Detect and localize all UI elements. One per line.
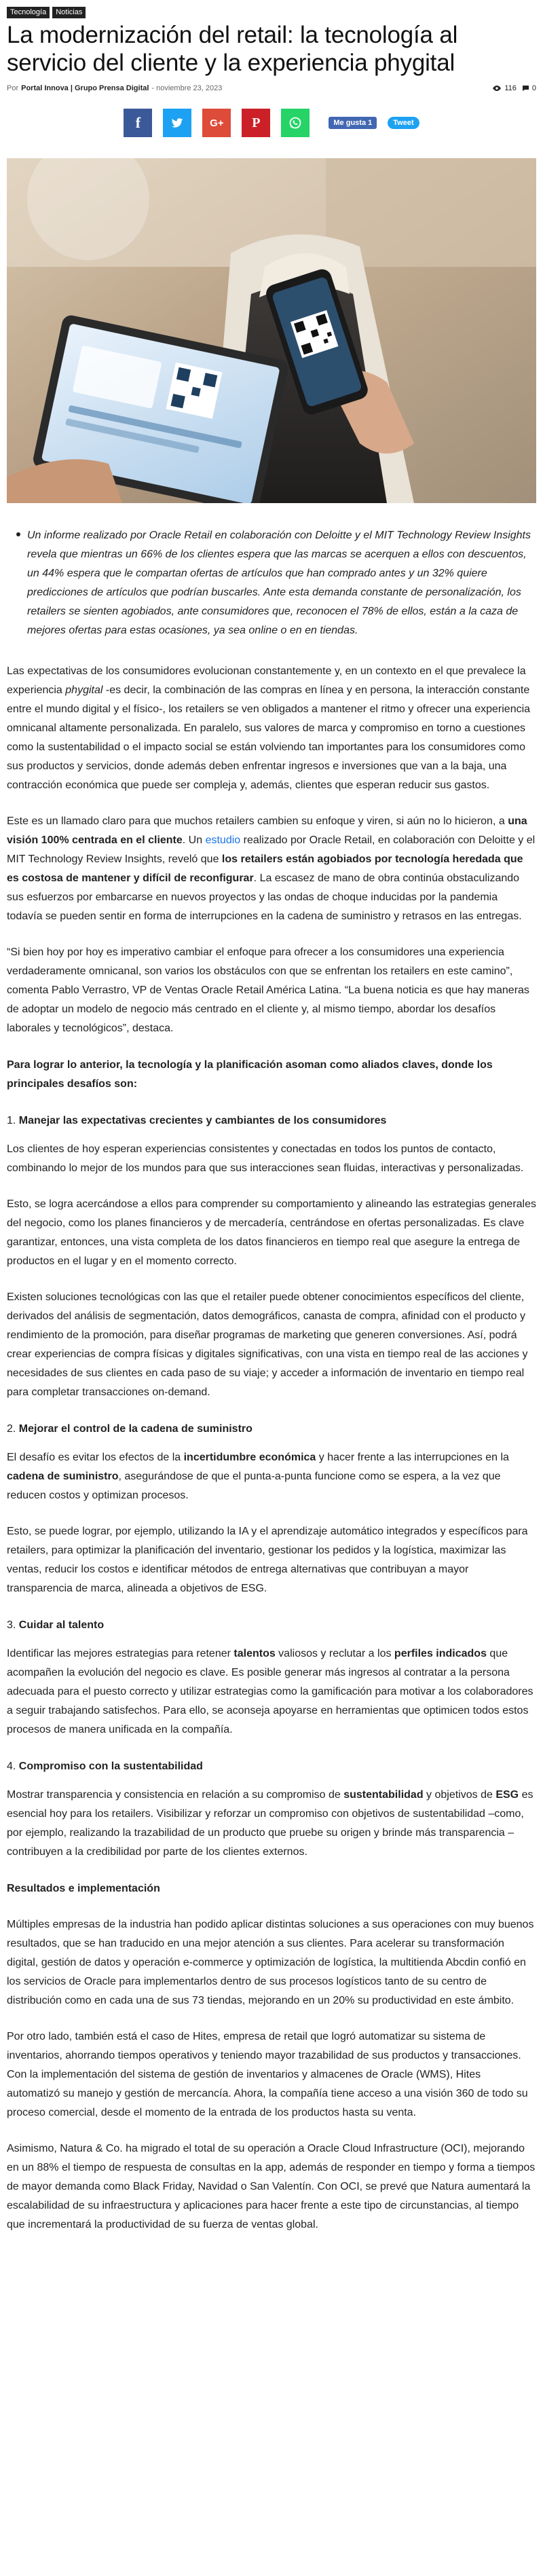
paragraph-customer-vision: Este es un llamado claro para que muchos retailers cambien su enfoque y viren, si aún no lo hicieron, a una visión 100% centrada en el cliente. Un estudio realizado por Oracle Retail, en colaboración con Deloitte y el MIT Technology Review Insights, reveló que los retailers están agobiados por tecnología heredada que es costosa de mantener y difícil de reconfigurar. La escasez de mano de obra continúa obstaculizando sus esfuerzos por embarcarse en nuevos proyectos y las ondas de choque inducidas por la pandemia todavía se pueden sentir en forma de interrupciones en la cadena de suministro y retrasos en las entregas. [7,815,536,922]
views-count: 116 [504,84,517,92]
facebook-like-button[interactable]: Me gusta 1 [329,117,377,129]
comments-count: 0 [531,84,536,92]
tweet-button[interactable]: Tweet [388,117,419,129]
share-bar [7,108,536,138]
publish-date: - noviembre 23, 2023 [151,84,223,92]
author-link[interactable]: Portal Innova | Grupo Prensa Digital [21,84,149,92]
twitter-icon [171,118,183,128]
paragraph-quote: “Si bien hoy por hoy es imperativo cambiar el enfoque para ofrecer a los consumidores una experiencia verdaderamente omnicanal, son varios los obstáculos con que se enfrentan los retailers en este camino”, comenta Pablo Verrastro, VP de Ventas Oracle Retail América Latina. “La buena noticia es que hay maneras de adoptar un modelo de negocio más centrado en el cliente y, al mismo tiempo, abordar los desafíos laborales y tecnológicos”, destaca. [7,946,529,1034]
paragraph-intro: Las expectativas de los consumidores evolucionan constantemente y, en un contexto en el que prevalece la experiencia phygital -es decir, la combinación de las compras en línea y en persona, la interacción constante entre el mundo digital y el físico-, los retailers se ven obligados a mantener el ritmo y ofrecer una experiencia omnicanal altamente personalizada. En paralelo, sus valores de marca y compromiso en torno a cuestiones como la sustentabilidad o el impacto social se están volviendo tan importantes para los consumidores como sus productos y servicios, donde además deben enfrentar ingresos e inversiones que van a la baja, una contracción económica que puede ser compleja y, además, clientes que esperan reducir sus gastos. [7,665,531,791]
googleplus-share-button[interactable] [202,109,231,137]
eye-icon [492,85,502,92]
section-heading-1: 1. Manejar las expectativas crecientes y cambiantes de los consumidores [7,1115,387,1126]
lead-summary [7,526,536,640]
heading-results: Resultados e implementación [7,1883,160,1894]
tag-noticias[interactable]: Noticias [52,7,86,18]
category-tags [7,7,536,18]
comment-icon [522,85,529,92]
section-1-paragraph-2: Esto, se logra acercándose a ellos para comprender su comportamiento y alineando las estrategias generales del negocio, como los planes financieros y de mercadería, centrándose en ofertas personalizadas. Es clave garantizar, entonces, una vista completa de los datos financieros en tiempo real que asegure la entrega de productos en el lugar y en el momento correcto. [7,1198,536,1267]
bullet-dot [16,532,20,536]
results-paragraph-2: Por otro lado, también está el caso de Hites, empresa de retail que logró automatizar su sistema de inventarios, ahorrando tiempos operativos y teniendo mayor trazabilidad de sus productos y transacciones. Con la implementación del sistema de gestión de inventarios y almacenes de Oracle (WMS), Hites automatizó su manejo y gestión de mercancía. Ahora, la compañía tiene acceso a una visión 360 de todo su proceso comercial, desde el momento de la entrada de los productos hasta su venta. [7,2031,528,2118]
heading-challenges: Para lograr lo anterior, la tecnología y la planificación asoman como aliados claves, donde los principales desafíos son: [7,1059,493,1090]
lead-text: Un informe realizado por Oracle Retail en colaboración con Deloitte y el MIT Technology Review Insights revela que mientras un 66% de los clientes espera que las marcas se acerquen a ellos con descuentos, un 44% espera que le compartan ofertas de artículos que han comprado antes y un 32% quiere predicciones de artículos que podrían buscarles. Ante esta demanda constante de personalización, los retailers se sienten agobiados, ante consumidores que, reconocen el 78% de ellos, están a la caza de mejores ofertas para estas ocasiones, ya sea online o en en tiendas. [27,530,531,636]
facebook-icon: f [135,114,141,131]
results-paragraph-3: Asimismo, Natura & Co. ha migrado el total de su operación a Oracle Cloud Infrastructure (OCI), mejorando en un 88% el tiempo de respuesta de consultas en la app, además de responder en tiempo y forma a tiempos de mayor demanda como Black Friday, Navidad o San Valentín. Con OCI, se prevé que Natura aumentará la escalabilidad de su infraestructura y aplicaciones para hacer frente a este tipo de circunstancias, al tiempo que incrementará la productividad de su fuerza de ventas global. [7,2143,536,2230]
study-link[interactable]: estudio [205,834,241,846]
whatsapp-icon [288,116,302,130]
section-heading-4: 4. Compromiso con la sustentabilidad [7,1761,203,1772]
section-2-paragraph-2: Esto, se puede lograr, por ejemplo, utilizando la IA y el aprendizaje automático integrados y específicos para retailers, para optimizar la planificación del inventario, gestionar los pedidos y la logística, maximizar las ventas, reducir los costos e identificar métodos de entrega alternativas que contribuyan a mayor transparencia de marca, alineada a objetivos de ESG. [7,1526,528,1594]
article-meta [7,82,536,94]
article-body [7,662,536,2234]
comments-counter[interactable] [522,84,536,92]
facebook-share-button[interactable] [124,109,152,137]
section-heading-3: 3. Cuidar al talento [7,1619,105,1631]
hero-photo-illustration [7,158,536,503]
views-counter [492,84,517,92]
section-3-paragraph-1: Identificar las mejores estrategias para retener talentos valiosos y reclutar a los perfiles indicados que acompañen la evolución del negocio es clave. Es posible generar más ingresos al contratar a la persona adecuada para el puesto correcto y utilizar estrategias como la gamificación para motivar a los colaboradores a seguir trabajando satisfechos. Para ello, se aconseja apoyarse en herramientas que optimicen todos estos procesos de manera unificada en la compañía. [7,1648,533,1735]
googleplus-icon: G+ [210,117,224,129]
pinterest-share-button[interactable] [242,109,270,137]
results-paragraph-1: Múltiples empresas de la industria han podido aplicar distintas soluciones a sus operaciones con muy buenos resultados, que se han traducido en una mejor atención a sus clientes. Para acelerar su transformación digital, gestión de datos y operación e-commerce y optimización de logística, la multitienda Abcdin confió en los servicios de Oracle para implementarlos dentro de sus procesos logísticos tanto de su centro de distribución como en cada una de sus 73 tiendas, mejorando en un 20% su productividad en este ámbito. [7,1919,534,2006]
whatsapp-share-button[interactable] [281,109,310,137]
hero-image [7,158,536,503]
by-label: Por [7,84,19,92]
twitter-share-button[interactable] [163,109,191,137]
section-1-paragraph-1: Los clientes de hoy esperan experiencias consistentes y conectadas en todos los puntos de contacto, combinando lo mejor de los mundos para que sus interacciones sean fluidas, interactivas y personalizadas. [7,1143,524,1174]
article-title: La modernización del retail: la tecnología al servicio del cliente y la experiencia phygital [7,22,458,76]
section-heading-2: 2. Mejorar el control de la cadena de suministro [7,1423,252,1435]
section-4-paragraph-1: Mostrar transparencia y consistencia en relación a su compromiso de sustentabilidad y objetivos de ESG es esencial hoy para los retailers. Visibilizar y reforzar un compromiso con objetivos de sustentabilidad –como, por ejemplo, realizando la trazabilidad de un producto que pruebe su origen y brinde más transparencia – contribuyen a la credibilidad por parte de los clientes externos. [7,1789,533,1858]
section-1-paragraph-3: Existen soluciones tecnológicas con las que el retailer puede obtener conocimientos específicos del cliente, derivados del análisis de segmentación, datos demográficos, canasta de compra, afinidad con el producto y rendimiento de la promoción, para diseñar programas de marketing que generen conversiones. Así, podrá crear experiencias de compra físicas y digitales significativas, con una vista en tiempo real de las acciones y necesidades de sus clientes en cada paso de su viaje; y acceder a información de inventario en tiempo real para completar transacciones on-demand. [7,1291,528,1398]
section-2-paragraph-1: El desafío es evitar los efectos de la incertidumbre económica y hacer frente a las interrupciones en la cadena de suministro, asegurándose de que el punta-a-punta funcione como se espera, a la vez que reducen costos y optimizan procesos. [7,1452,509,1501]
pinterest-icon: P [252,115,261,130]
tag-tecnologia[interactable]: Tecnología [7,7,50,18]
